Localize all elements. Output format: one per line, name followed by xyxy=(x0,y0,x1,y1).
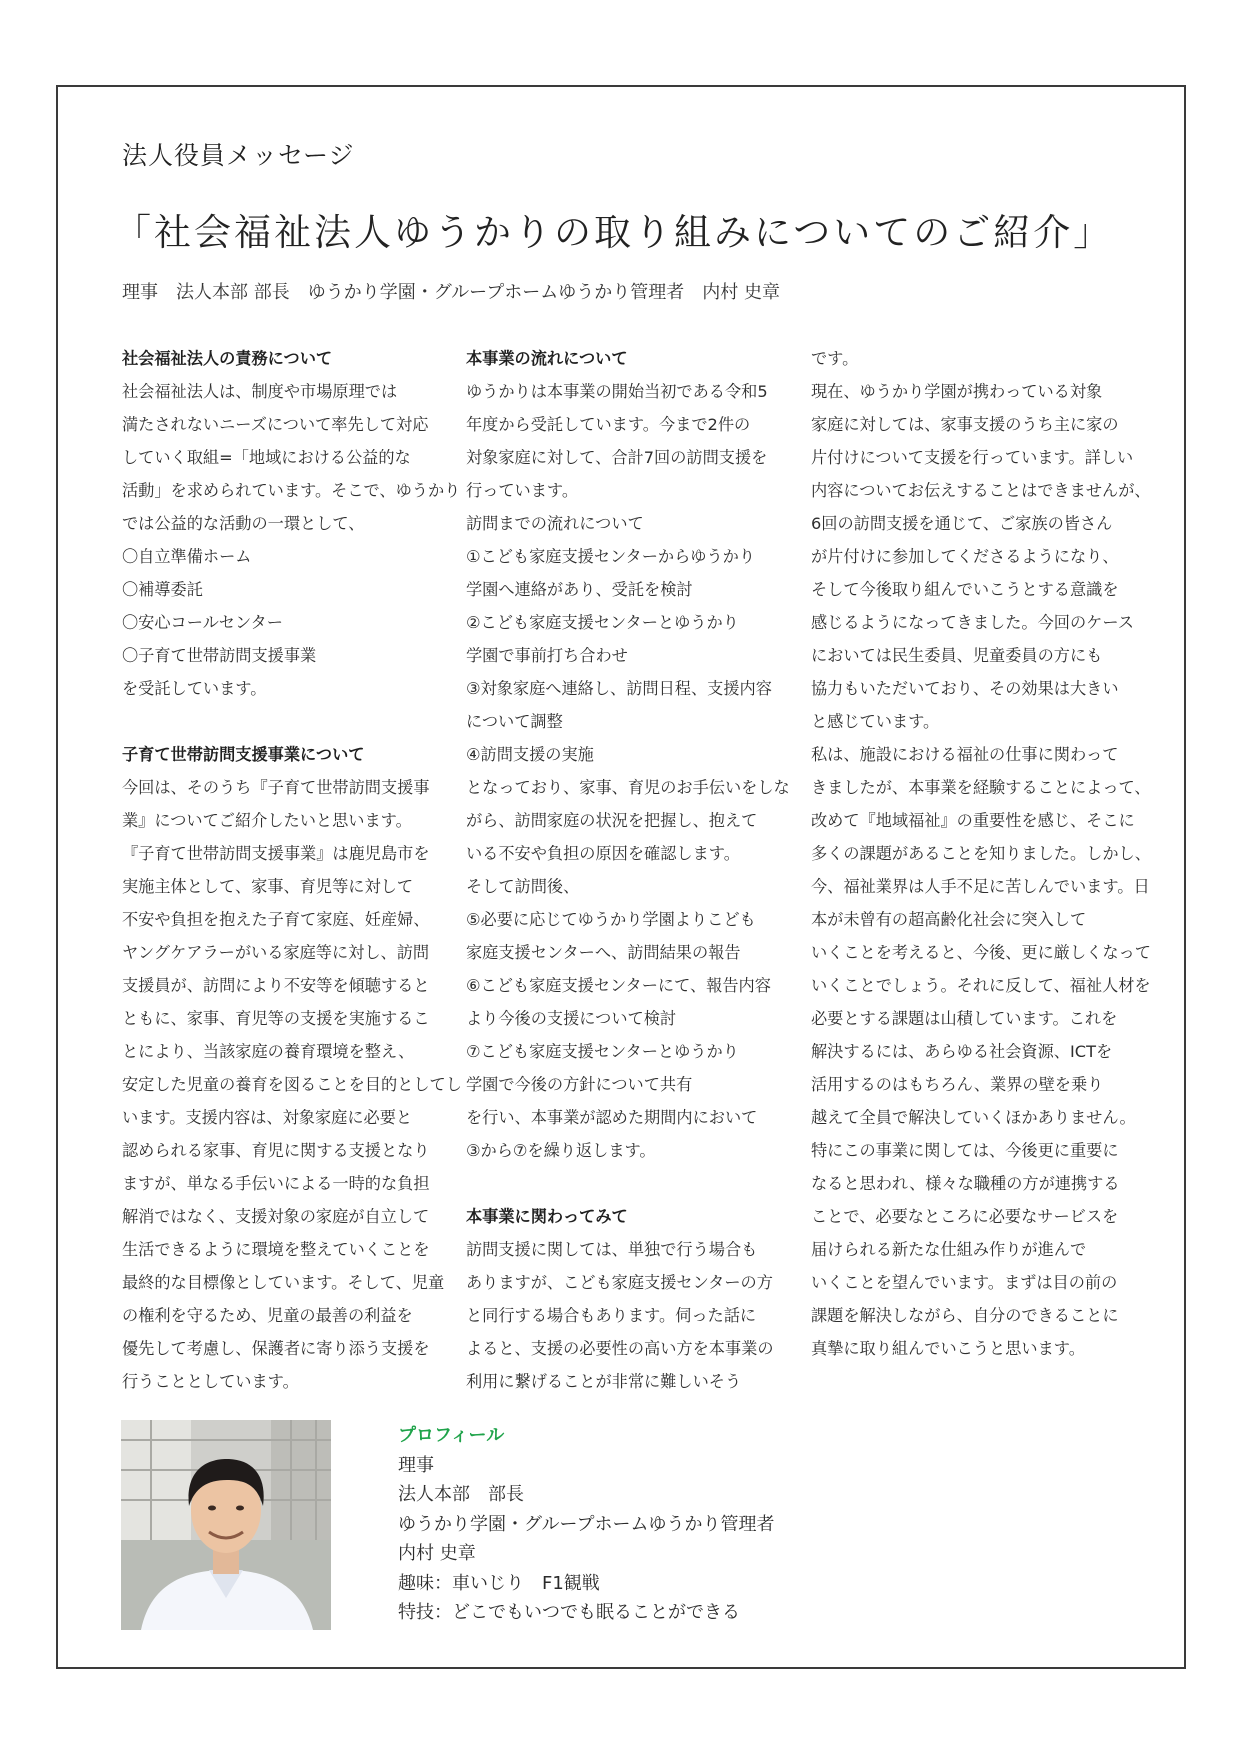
step-line: 学園で事前打ち合わせ xyxy=(466,646,628,665)
text-line: います。支援内容は、対象家庭に必要と xyxy=(122,1108,413,1127)
list-item: 〇子育て世帯訪問支援事業 xyxy=(122,646,317,665)
portrait-illustration xyxy=(121,1420,331,1630)
step-line: ⑦こども家庭支援センターとゆうかり xyxy=(466,1042,739,1061)
text-line: 訪問までの流れについて xyxy=(466,514,644,533)
section-heading-duties: 社会福祉法人の責務について xyxy=(122,349,333,368)
profile-line-manager: ゆうかり学園・グループホームゆうかり管理者 xyxy=(398,1513,775,1535)
text-line: 満たされないニーズについて率先して対応 xyxy=(122,415,429,434)
section-heading-visit-support: 子育て世帯訪問支援事業について xyxy=(122,745,365,764)
text-line: 対象家庭に対して、合計7回の訪問支援を xyxy=(466,448,768,467)
text-line: 本が未曾有の超高齢化社会に突入して xyxy=(811,910,1087,929)
text-line: 優先して考慮し、保護者に寄り添う支援を xyxy=(122,1339,430,1358)
step-line: 学園へ連絡があり、受託を検討 xyxy=(466,580,693,599)
text-line: よると、支援の必要性の高い方を本事業の xyxy=(466,1339,774,1358)
paragraph-gap xyxy=(466,1167,778,1200)
step-line: 学園で今後の方針について共有 xyxy=(466,1075,693,1094)
text-line: いくことでしょう。それに反して、福祉人材を xyxy=(811,976,1151,995)
text-line: 『子育て世帯訪問支援事業』は鹿児島市を xyxy=(122,844,430,863)
step-line: ③対象家庭へ連絡し、訪問日程、支援内容 xyxy=(466,679,772,698)
text-line: となっており、家事、育児のお手伝いをしな xyxy=(466,778,790,797)
text-line: 社会福祉法人は、制度や市場原理では xyxy=(122,382,398,401)
article-column-1 xyxy=(122,342,462,1398)
text-line: の権利を守るため、児童の最善の利益を xyxy=(122,1306,413,1325)
step-line: 家庭支援センターへ、訪問結果の報告 xyxy=(466,943,741,962)
list-item: 〇補導委託 xyxy=(122,580,203,599)
text-line: 年度から受託しています。今まで2件の xyxy=(466,415,751,434)
article-column-2 xyxy=(466,342,790,1398)
text-line: 内容についてお伝えすることはできませんが、 xyxy=(811,481,1151,500)
profile-line-position: 理事 xyxy=(398,1454,434,1476)
text-line: 改めて『地域福祉』の重要性を感じ、そこに xyxy=(811,811,1135,830)
text-line: 多くの課題があることを知りました。しかし、 xyxy=(811,844,1151,863)
text-line: 利用に繋げることが非常に難しいそう xyxy=(466,1372,742,1391)
text-line: 行っています。 xyxy=(466,481,579,500)
section-heading-experience: 本事業に関わってみて xyxy=(466,1207,628,1226)
text-line: ともに、家事、育児等の支援を実施するこ xyxy=(122,1009,430,1028)
text-line: 家庭に対しては、家事支援のうち主に家の xyxy=(811,415,1119,434)
text-line: 行うこととしています。 xyxy=(122,1372,299,1391)
profile-block xyxy=(398,1421,775,1628)
step-line: ①こども家庭支援センターからゆうかり xyxy=(466,547,756,566)
step-line: について調整 xyxy=(466,712,563,731)
text-line: 感じるようになってきました。今回のケース xyxy=(811,613,1134,632)
step-line: より今後の支援について検討 xyxy=(466,1009,677,1028)
text-line: 生活できるように環境を整えていくことを xyxy=(122,1240,430,1259)
text-line: ますが、単なる手伝いによる一時的な負担 xyxy=(122,1174,430,1193)
page-title: 「社会福祉法人ゆうかりの取り組みについてのご紹介」 xyxy=(114,211,1114,254)
text-line: 支援員が、訪問により不安等を傾聴すると xyxy=(122,976,430,995)
text-line: 解消ではなく、支援対象の家庭が自立して xyxy=(122,1207,430,1226)
text-line: 課題を解決しながら、自分のできることに xyxy=(811,1306,1119,1325)
profile-line-skill: 特技：どこでもいつでも眠ることができる xyxy=(398,1602,740,1623)
step-line: ④訪問支援の実施 xyxy=(466,745,594,764)
text-line: では公益的な活動の一環として、 xyxy=(122,514,365,533)
text-line: 必要とする課題は山積しています。これを xyxy=(811,1009,1118,1028)
profile-heading: プロフィール xyxy=(398,1425,505,1446)
text-line: 真摯に取り組んでいこうと思います。 xyxy=(811,1339,1085,1358)
text-line: 解決するには、あらゆる社会資源、ICTを xyxy=(811,1042,1113,1061)
text-line: 活用するのはもちろん、業界の壁を乗り xyxy=(811,1075,1104,1094)
profile-line-department: 法人本部 部長 xyxy=(398,1484,524,1505)
text-line: ゆうかりは本事業の開始当初である令和5 xyxy=(466,382,768,401)
step-line: ⑤必要に応じてゆうかり学園よりこども xyxy=(466,910,756,929)
text-line: 認められる家事、育児に関する支援となり xyxy=(122,1141,430,1160)
text-line: 安定した児童の養育を図ることを目的としてし xyxy=(122,1075,462,1094)
step-line: ②こども家庭支援センターとゆうかり xyxy=(466,613,739,632)
section-heading-flow: 本事業の流れについて xyxy=(466,349,628,368)
text-line: ヤングケアラーがいる家庭等に対し、訪問 xyxy=(122,943,430,962)
text-line: 6回の訪問支援を通じて、ご家族の皆さん xyxy=(811,514,1113,533)
text-line: なると思われ、様々な職種の方が連携する xyxy=(811,1174,1120,1193)
text-line: 訪問支援に関しては、単独で行う場合も xyxy=(466,1240,758,1259)
author-byline: 理事 法人本部 部長 ゆうかり学園・グループホームゆうかり管理者 内村 史章 xyxy=(122,282,780,303)
profile-line-name: 内村 史章 xyxy=(398,1543,476,1564)
text-line: がら、訪問家庭の状況を把握し、抱えて xyxy=(466,811,758,830)
list-item: 〇安心コールセンター xyxy=(122,613,283,632)
text-line: 私は、施設における福祉の仕事に関わって xyxy=(811,745,1119,764)
text-line: いくことを望んでいます。まずは目の前の xyxy=(811,1273,1118,1292)
text-line: が片付けに参加してくださるようになり、 xyxy=(811,547,1119,566)
text-line: 片付けについて支援を行っています。詳しい xyxy=(811,448,1134,467)
text-line: いくことを考えると、今後、更に厳しくなって xyxy=(811,943,1151,962)
text-line: ことで、必要なところに必要なサービスを xyxy=(811,1207,1119,1226)
text-line: 今回は、そのうち『子育て世帯訪問支援事 xyxy=(122,778,430,797)
article-column-3 xyxy=(811,342,1151,1365)
text-line: 活動」を求められています。そこで、ゆうかり xyxy=(122,481,461,500)
step-line: ⑥こども家庭支援センターにて、報告内容 xyxy=(466,976,771,995)
text-line: ありますが、こども家庭支援センターの方 xyxy=(466,1273,773,1292)
text-line: そして訪問後、 xyxy=(466,877,580,896)
text-line: いる不安や負担の原因を確認します。 xyxy=(466,844,740,863)
text-line: 現在、ゆうかり学園が携わっている対象 xyxy=(811,382,1103,401)
list-item: 〇自立準備ホーム xyxy=(122,547,252,566)
text-line: 業』についてご紹介したいと思います。 xyxy=(122,811,412,830)
text-line: を受託しています。 xyxy=(122,679,267,698)
text-line: 今、福祉業界は人手不足に苦しんでいます。日 xyxy=(811,877,1150,896)
text-line: 特にこの事業に関しては、今後更に重要に xyxy=(811,1141,1119,1160)
text-line: 不安や負担を抱えた子育て家庭、妊産婦、 xyxy=(122,910,430,929)
text-line: 届けられる新たな仕組み作りが進んで xyxy=(811,1240,1087,1259)
text-line: 最終的な目標像としています。そして、児童 xyxy=(122,1273,445,1292)
author-portrait-photo xyxy=(121,1420,331,1630)
profile-line-hobby: 趣味：車いじり F1観戦 xyxy=(398,1572,600,1594)
text-line: とにより、当該家庭の養育環境を整え、 xyxy=(122,1042,415,1061)
text-line: においては民生委員、児童委員の方にも xyxy=(811,646,1103,665)
text-line: そして今後取り組んでいこうとする意識を xyxy=(811,580,1119,599)
text-line: です。 xyxy=(811,349,859,368)
paragraph-gap xyxy=(122,705,434,738)
text-line: と感じています。 xyxy=(811,712,940,731)
text-line: きましたが、本事業を経験することによって、 xyxy=(811,778,1151,797)
text-line: 協力もいただいており、その効果は大きい xyxy=(811,679,1119,698)
text-line: ③から⑦を繰り返します。 xyxy=(466,1141,656,1160)
text-line: 越えて全員で解決していくほかありません。 xyxy=(811,1108,1136,1127)
text-line: を行い、本事業が認めた期間内において xyxy=(466,1108,758,1127)
text-line: と同行する場合もあります。伺った話に xyxy=(466,1306,757,1325)
section-label: 法人役員メッセージ xyxy=(122,141,355,170)
text-line: していく取組=「地域における公益的な xyxy=(122,448,411,467)
text-line: 実施主体として、家事、育児等に対して xyxy=(122,877,414,896)
